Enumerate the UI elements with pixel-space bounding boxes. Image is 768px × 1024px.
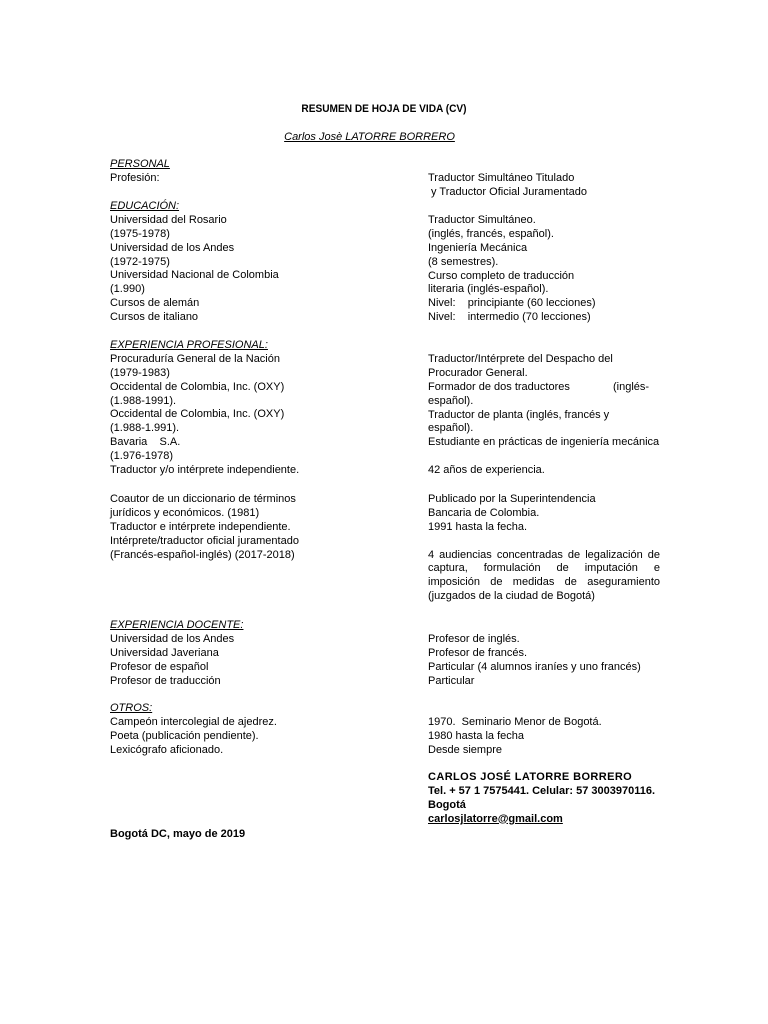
personal-heading: PERSONAL [110, 158, 170, 170]
experience-heading: EXPERIENCIA PROFESIONAL: [110, 339, 268, 351]
contact-name: CARLOS JOSÉ LATORRE BORRERO [428, 771, 633, 783]
list-item: 1970. Seminario Menor de Bogotá. [428, 716, 602, 728]
hearings-text: 4 audiencias concentradas de legalización de captura, formulación de imputación e imposición de medidas de aseguramiento (juzgados de la ciudad de Bogotá) [428, 548, 660, 603]
experience-details-2 [428, 493, 660, 604]
list-item: Traductor de planta (inglés, francés y [428, 408, 610, 421]
list-item: Occidental de Colombia, Inc. (OXY) [110, 380, 285, 393]
contact-block [428, 771, 728, 827]
profession-value: Traductor Simultáneo Titulado y Traductor Oficial Juramentado [428, 172, 587, 198]
list-item: (1.990) [110, 283, 145, 296]
education-section [110, 200, 410, 325]
profession-label: Profesión: [110, 171, 160, 184]
list-item: Occidental de Colombia, Inc. (OXY) [110, 408, 285, 421]
personal-section [110, 158, 410, 186]
list-item: Cursos de alemán [110, 297, 200, 310]
list-item: (1975-1978) [110, 227, 170, 240]
list-item: (1.988-1991). [110, 394, 177, 407]
list-item: (8 semestres). [428, 255, 499, 268]
others-section [110, 702, 410, 758]
list-item: Campeón intercolegial de ajedrez. [110, 715, 277, 728]
list-item: español). [428, 422, 474, 435]
experience-details [428, 353, 660, 478]
experience-section-2 [110, 493, 410, 562]
list-item: Bavaria S.A. [110, 436, 181, 449]
list-item: Procurador General. [428, 366, 528, 379]
list-item: Profesor de traducción [110, 674, 221, 687]
teaching-section [110, 619, 410, 688]
education-details [428, 214, 660, 325]
list-item: (inglés, francés, español). [428, 227, 554, 240]
list-item: 1991 hasta la fecha. [428, 520, 528, 533]
list-item: Universidad Javeriana [110, 646, 219, 659]
footer-date: Bogotá DC, mayo de 2019 [110, 828, 246, 840]
list-item: Lexicógrafo aficionado. [110, 743, 224, 756]
list-item: Nivel: intermedio (70 lecciones) [428, 311, 591, 324]
list-item: español). [428, 394, 474, 407]
list-item: Universidad de los Andes [110, 241, 235, 254]
list-item: Intérprete/traductor oficial juramentado [110, 534, 299, 547]
list-item: Coautor de un diccionario de términos [110, 493, 296, 505]
candidate-name: Carlos Josè LATORRE BORRERO [284, 131, 455, 143]
list-item: Publicado por la Superintendencia [428, 493, 596, 505]
list-item: Traductor y/o intérprete independiente. [110, 464, 300, 477]
teaching-heading: EXPERIENCIA DOCENTE: [110, 619, 244, 631]
experience-section [110, 339, 410, 478]
list-item: Procuraduría General de la Nación [110, 352, 280, 365]
list-item: Bancaria de Colombia. [428, 506, 540, 519]
others-heading: OTROS: [110, 702, 153, 714]
list-item: literaria (inglés-español). [428, 283, 549, 296]
list-item: Poeta (publicación pendiente). [110, 729, 259, 742]
education-heading: EDUCACIÓN: [110, 200, 180, 212]
contact-city: Bogotá [428, 798, 466, 811]
list-item: Universidad de los Andes [110, 632, 235, 645]
list-item: Estudiante en prácticas de ingeniería mecánica [428, 436, 660, 449]
contact-phone: Tel. + 57 1 7575441. Celular: 57 3003970116. [428, 784, 655, 797]
list-item: (1.976-1978) [110, 450, 173, 463]
list-item: Nivel: principiante (60 lecciones) [428, 297, 596, 310]
list-item: Particular (4 alumnos iraníes y uno francés) [428, 660, 641, 673]
list-item: jurídicos y económicos. (1981) [110, 506, 260, 519]
list-item: Profesor de inglés. [428, 633, 520, 645]
list-item: Profesor de francés. [428, 646, 528, 659]
list-item [428, 450, 660, 464]
list-item: Traductor/Intérprete del Despacho del [428, 353, 613, 365]
list-item: Ingeniería Mecánica [428, 241, 528, 254]
list-item: 1980 hasta la fecha [428, 729, 525, 742]
document-title: RESUMEN DE HOJA DE VIDA (CV) [301, 103, 467, 115]
list-item: Curso completo de traducción [428, 269, 575, 282]
list-item: Traductor Simultáneo. [428, 214, 536, 226]
list-item: Cursos de italiano [110, 311, 199, 324]
list-item: (1979-1983) [110, 366, 170, 379]
contact-email-link[interactable]: carlosjlatorre@gmail.com [428, 812, 563, 825]
list-item: (1.988-1.991). [110, 422, 180, 435]
list-item: Universidad del Rosario [110, 213, 227, 226]
others-details [428, 716, 660, 758]
list-item: (1972-1975) [110, 255, 170, 268]
list-item: Desde siempre [428, 743, 502, 756]
teaching-details [428, 633, 660, 689]
list-item: Universidad Nacional de Colombia [110, 269, 279, 282]
list-item: 42 años de experiencia. [428, 464, 545, 477]
list-item: Traductor e intérprete independiente. [110, 520, 291, 533]
list-item: Profesor de español [110, 660, 209, 673]
list-item: Particular [428, 674, 475, 687]
list-item: (Francés-español-inglés) (2017-2018) [110, 548, 295, 561]
list-item: Formador de dos traductores (inglés- [428, 380, 650, 393]
